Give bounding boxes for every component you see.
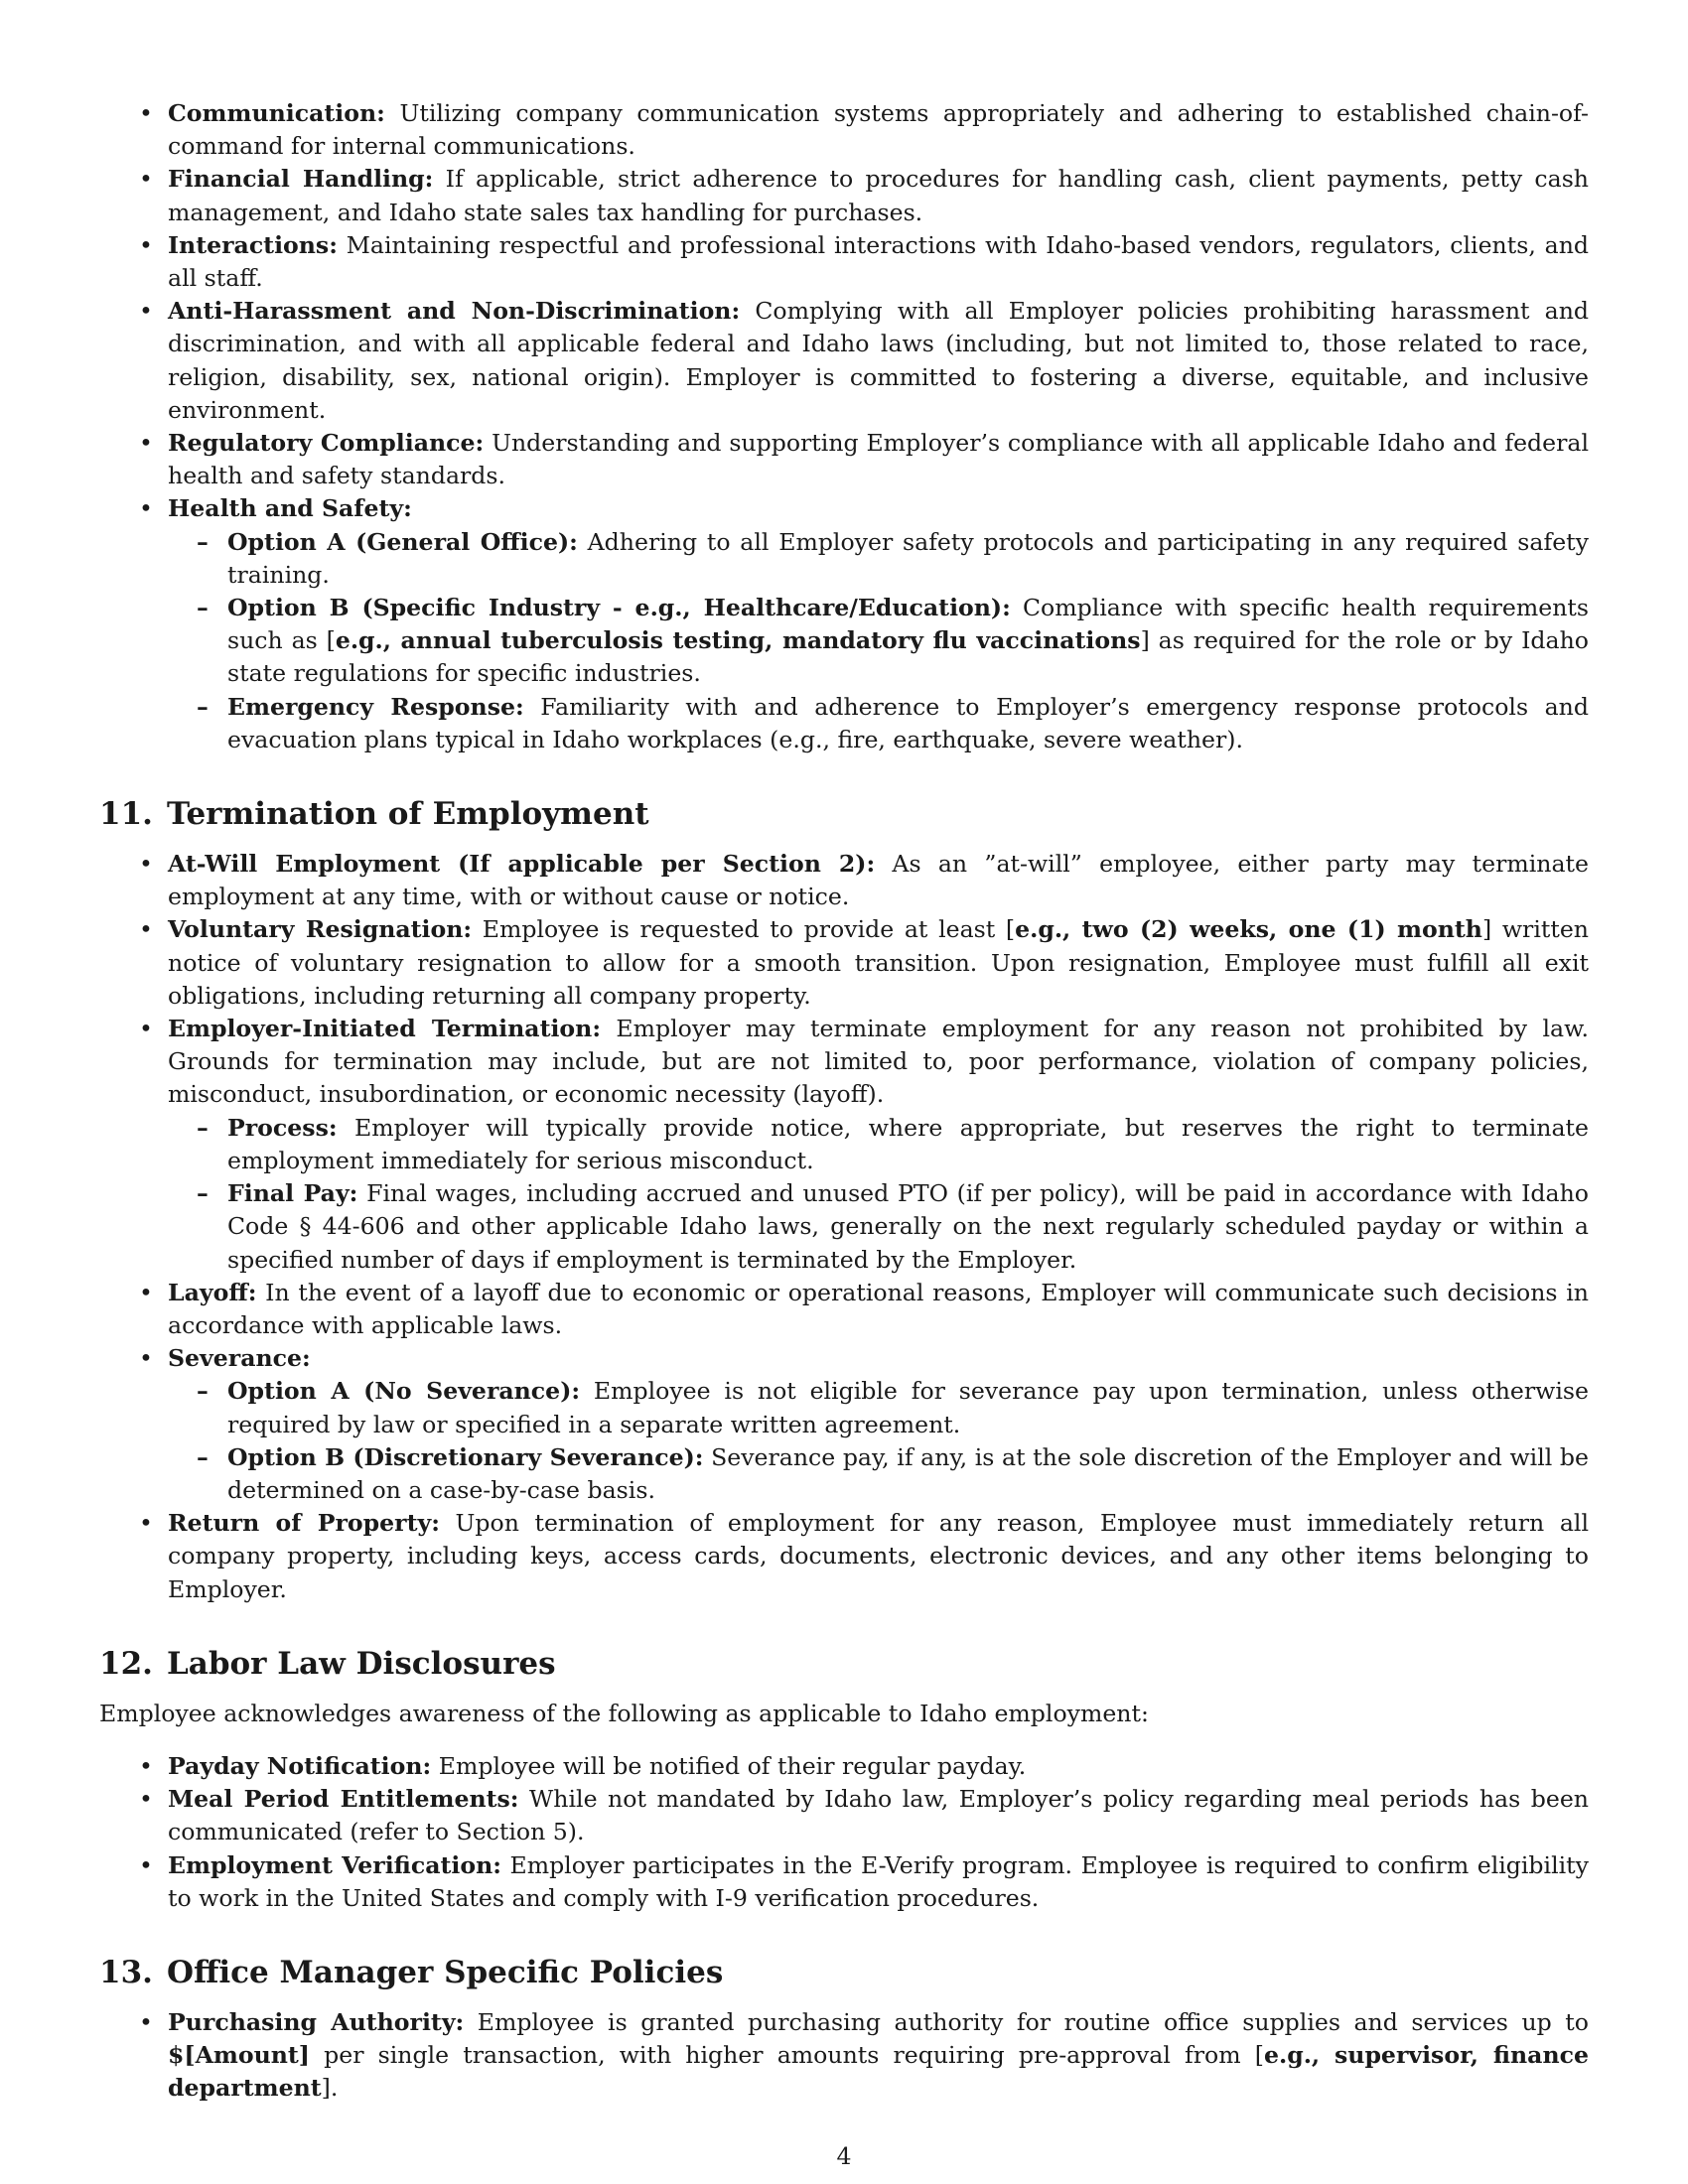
item-label: Communication: (168, 99, 385, 127)
item-label: Process: (227, 1113, 338, 1142)
disclosures-list (99, 1750, 1589, 1915)
page-number: 4 (836, 2142, 852, 2170)
section-heading-12 (99, 1644, 1589, 1684)
office-manager-list (99, 2006, 1589, 2106)
item-text: ]. (321, 2074, 339, 2103)
section-title: Labor Law Disclosures (166, 1645, 556, 1682)
item-text: Employee will be notified of their regular payday. (431, 1751, 1027, 1780)
list-item (99, 229, 1589, 295)
item-label: Employer-Initiated Termination: (168, 1015, 602, 1043)
section-title: Termination of Employment (166, 796, 649, 833)
item-label: Voluntary Resignation: (168, 915, 473, 944)
item-label: Health and Safety: (168, 494, 412, 523)
section-intro: Employee acknowledges awareness of the following as applicable to Idaho employment: (99, 1699, 1149, 1727)
sub-list-item (168, 1441, 1589, 1507)
list-item-health-safety (99, 492, 1589, 756)
item-text: In the event of a layoff due to economic or operational reasons, Employer will communicate such decisions in accordance with applicable laws. (168, 1278, 1589, 1339)
item-text: Upon termination of employment for any reason, Employee must immediately return all company property, including keys, access cards, documents, electronic devices, and any other items belonging to Employer. (168, 1509, 1589, 1603)
sub-list-item (168, 592, 1589, 691)
item-text: ] as required for the role or by Idaho state regulations for specific industries. (227, 626, 1589, 688)
item-text: Employer participates in the E-Verify program. Employee is required to confirm eligibility to work in the United States and comply with I-9 verification procedures. (168, 1850, 1589, 1912)
section-title: Office Manager Specific Policies (166, 1954, 724, 1990)
list-item (99, 163, 1589, 228)
item-label: Option B (Discretionary Severance): (227, 1442, 704, 1471)
list-item (99, 848, 1589, 913)
item-text: Employee is not eligible for severance pay upon termination, unless otherwise required by law or specified in a separate written agreement. (227, 1377, 1589, 1438)
sub-list-item (168, 691, 1589, 756)
item-text: Utilizing company communication systems appropriately and adhering to established chain-of-command for internal communications. (168, 99, 1589, 161)
item-label: At-Will Employment (If applicable per Section 2): (168, 850, 876, 879)
placeholder-text: e.g., supervisor, finance department (168, 2041, 1589, 2103)
item-label: Anti-Harassment and Non-Discrimination: (168, 297, 741, 326)
placeholder-text: e.g., annual tuberculosis testing, mandatory flu vaccinations (335, 626, 1141, 655)
item-text: If applicable, strict adherence to procedures for handling cash, client payments, petty cash management, and Idaho state sales tax handling for purchases. (168, 165, 1589, 226)
sub-list-item (168, 526, 1589, 592)
item-label: Payday Notification: (168, 1751, 432, 1780)
item-label: Severance: (168, 1344, 311, 1373)
item-label: Interactions: (168, 230, 338, 259)
item-label: Layoff: (168, 1278, 257, 1306)
item-text: As an ”at-will” employee, either party may terminate employment at any time, with or without cause or notice. (168, 850, 1589, 911)
item-text: Adhering to all Employer safety protocols and participating in any required safety training. (227, 527, 1589, 589)
section-heading-13 (99, 1953, 1589, 1992)
item-text: Compliance with specific health requirements such as [ (227, 594, 1590, 655)
section-heading-11 (99, 794, 1589, 834)
list-item (99, 1783, 1589, 1848)
sub-list-item (168, 1177, 1589, 1277)
termination-sublist (168, 1112, 1589, 1277)
item-text: Complying with all Employer policies prohibiting harassment and discrimination, and with all applicable federal and Idaho laws (including, but not limited to, those related to race, religion, disability, sex, national origin). Employer is committed to fostering a diverse, equitable, and inclusive environment. (168, 297, 1590, 424)
item-text: Maintaining respectful and professional interactions with Idaho-based vendors, regulators, clients, and all staff. (168, 230, 1589, 293)
list-item (99, 427, 1589, 492)
item-text: While not mandated by Idaho law, Employer’s policy regarding meal periods has been communicated (refer to Section 5). (168, 1785, 1589, 1846)
section-number: 13. (99, 1954, 153, 1990)
list-item (99, 1750, 1589, 1783)
list-item (99, 913, 1589, 1013)
list-item (99, 1507, 1589, 1606)
section-number: 11. (99, 796, 153, 833)
item-label: Option B (Specific Industry - e.g., Healthcare/Education): (227, 594, 1011, 622)
item-label: Employment Verification: (168, 1850, 501, 1879)
item-text: per single transaction, with higher amounts requiring pre-approval from [ (309, 2041, 1264, 2070)
item-text: Severance pay, if any, is at the sole discretion of the Employer and will be determined on a case-by-case basis. (227, 1442, 1589, 1504)
sub-list-item (168, 1112, 1589, 1177)
policy-bullet-list (99, 97, 1589, 756)
item-label: Purchasing Authority: (168, 2007, 465, 2036)
item-text: Final wages, including accrued and unused PTO (if per policy), will be paid in accordance with Idaho Code § 44-606 and other applicable Idaho laws, generally on the next regularly scheduled payday or within a specified number of days if employment is terminated by the Employer. (227, 1179, 1589, 1274)
item-label: Option A (General Office): (227, 527, 578, 556)
item-label: Regulatory Compliance: (168, 429, 485, 458)
item-text: Employee is requested to provide at least [ (472, 915, 1016, 944)
health-safety-sublist (168, 526, 1589, 756)
severance-sublist (168, 1375, 1589, 1507)
sub-list-item (168, 1375, 1589, 1440)
item-label: Final Pay: (227, 1179, 358, 1208)
item-text: Familiarity with and adherence to Employer’s emergency response protocols and evacuation plans typical in Idaho workplaces (e.g., fire, earthquake, severe weather). (227, 692, 1589, 753)
section-number: 12. (99, 1645, 153, 1682)
list-item (99, 2006, 1589, 2106)
placeholder-text: e.g., two (2) weeks, one (1) month (1015, 915, 1482, 944)
list-item (99, 1013, 1589, 1277)
item-text: ] written notice of voluntary resignation to allow for a smooth transition. Upon resignation, Employee must fulfill all exit obligations, including returning all company property. (168, 915, 1589, 1010)
list-item (99, 1342, 1589, 1507)
item-text: Employer will typically provide notice, where appropriate, but reserves the right to terminate employment immediately for serious misconduct. (227, 1113, 1589, 1174)
item-label: Option A (No Severance): (227, 1377, 581, 1406)
list-item (99, 97, 1589, 163)
list-item (99, 1849, 1589, 1915)
item-text: Understanding and supporting Employer’s compliance with all applicable Idaho and federal health and safety standards. (168, 429, 1589, 490)
item-label: Return of Property: (168, 1509, 440, 1538)
item-text: Employer may terminate employment for any reason not prohibited by law. Grounds for termination may include, but are not limited to, poor performance, violation of company policies, misconduct, insubordination, or economic necessity (layoff). (168, 1015, 1589, 1109)
item-label: Emergency Response: (227, 692, 524, 721)
list-item (99, 295, 1589, 427)
placeholder-text: $[Amount] (168, 2041, 310, 2070)
list-item (99, 1277, 1589, 1342)
item-label: Financial Handling: (168, 165, 434, 194)
item-text: Employee is granted purchasing authority for routine office supplies and services up to (464, 2007, 1589, 2036)
item-label: Meal Period Entitlements: (168, 1785, 519, 1814)
document-page (99, 97, 1589, 2106)
termination-list (99, 848, 1589, 1606)
